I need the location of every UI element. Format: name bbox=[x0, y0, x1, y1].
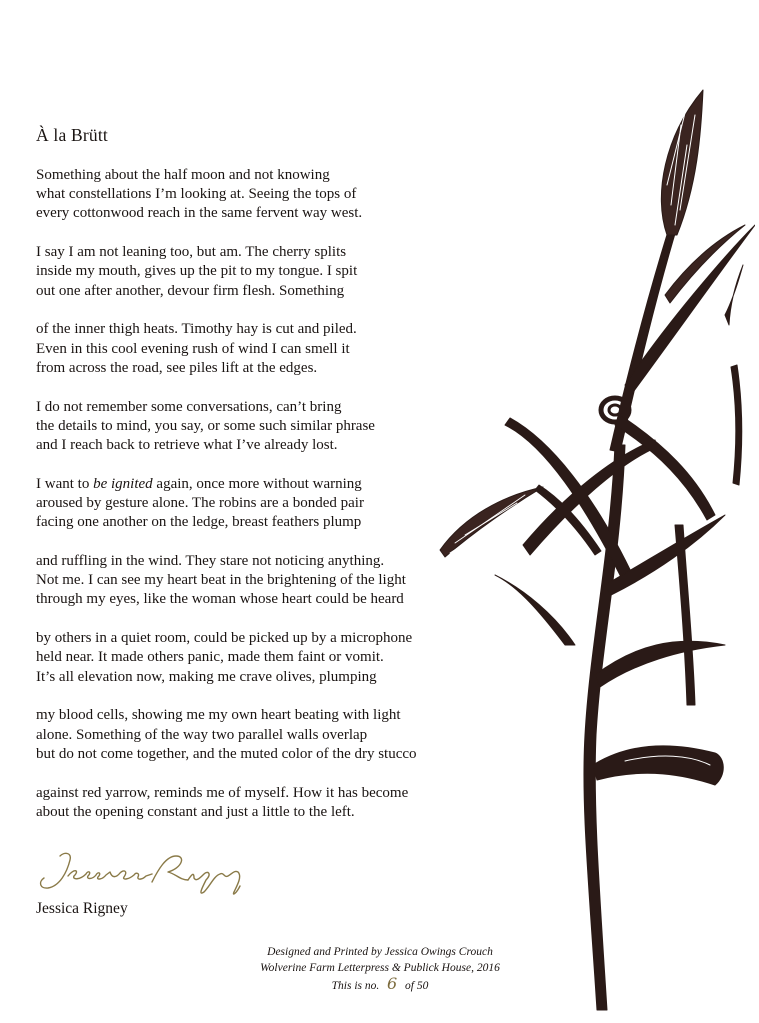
poem-line: the details to mind, you say, or some such similar phrase bbox=[36, 417, 375, 434]
poem-line: but do not come together, and the muted color of the dry stucco bbox=[36, 745, 417, 762]
poem-line: aroused by gesture alone. The robins are a bonded pair bbox=[36, 495, 364, 512]
poem-line: Even in this cool evening rush of wind I can smell it bbox=[36, 340, 350, 357]
edition-number: 6 bbox=[387, 974, 398, 993]
poem-line: about the opening constant and just a little to the left. bbox=[36, 803, 355, 820]
poem-line: I do not remember some conversations, can’t bring bbox=[36, 398, 342, 415]
grass-stalk-woodcut-icon bbox=[425, 85, 755, 1015]
poem-title: À la Brütt bbox=[36, 125, 108, 145]
poem-line: facing one another on the ledge, breast feathers plump bbox=[36, 514, 362, 531]
poem-line-part: I want to bbox=[36, 475, 94, 492]
poem-line: through my eyes, like the woman whose heart could be heard bbox=[36, 591, 404, 608]
poem-line: by others in a quiet room, could be picked up by a microphone bbox=[36, 630, 413, 647]
handwritten-signature-icon bbox=[30, 842, 250, 902]
poem-line: my blood cells, showing me my own heart beating with light bbox=[36, 707, 401, 724]
poem-line: against red yarrow, reminds me of myself. How it has become bbox=[36, 784, 409, 801]
poem-line: I say I am not leaning too, but am. The cherry splits bbox=[36, 244, 347, 261]
poem-line: out one after another, devour firm flesh. Something bbox=[36, 282, 345, 299]
poem-line-italic: be ignited bbox=[93, 475, 153, 492]
poem-line: what constellations I’m looking at. Seeing the tops of bbox=[36, 186, 357, 203]
poem-line: and ruffling in the wind. They stare not noticing anything. bbox=[36, 553, 385, 570]
edition-prefix: This is no. bbox=[331, 980, 380, 992]
edition-suffix: of 50 bbox=[405, 980, 429, 992]
poem-line: Not me. I can see my heart beat in the brightening of the light bbox=[36, 572, 406, 589]
poem-line: alone. Something of the way two parallel walls overlap bbox=[36, 726, 368, 743]
author-name: Jessica Rigney bbox=[36, 900, 128, 917]
poem-line: of the inner thigh heats. Timothy hay is cut and piled. bbox=[36, 321, 357, 338]
poem-line-part: again, once more without warning bbox=[152, 475, 362, 492]
poem-line: from across the road, see piles lift at the edges. bbox=[36, 359, 318, 376]
poem-line: Something about the half moon and not knowing bbox=[36, 167, 330, 183]
poem-line: held near. It made others panic, made them faint or vomit. bbox=[36, 649, 384, 666]
poem-line: inside my mouth, gives up the pit to my tongue. I spit bbox=[36, 263, 358, 280]
colophon-line: Wolverine Farm Letterpress & Publick House, 2016 bbox=[260, 962, 500, 974]
poem-line: It’s all elevation now, making me crave olives, plumping bbox=[36, 668, 377, 685]
poem-line: every cottonwood reach in the same fervent way west. bbox=[36, 205, 363, 222]
colophon-line: Designed and Printed by Jessica Owings Crouch bbox=[267, 946, 493, 958]
poem-line: and I reach back to retrieve what I’ve already lost. bbox=[36, 437, 338, 454]
